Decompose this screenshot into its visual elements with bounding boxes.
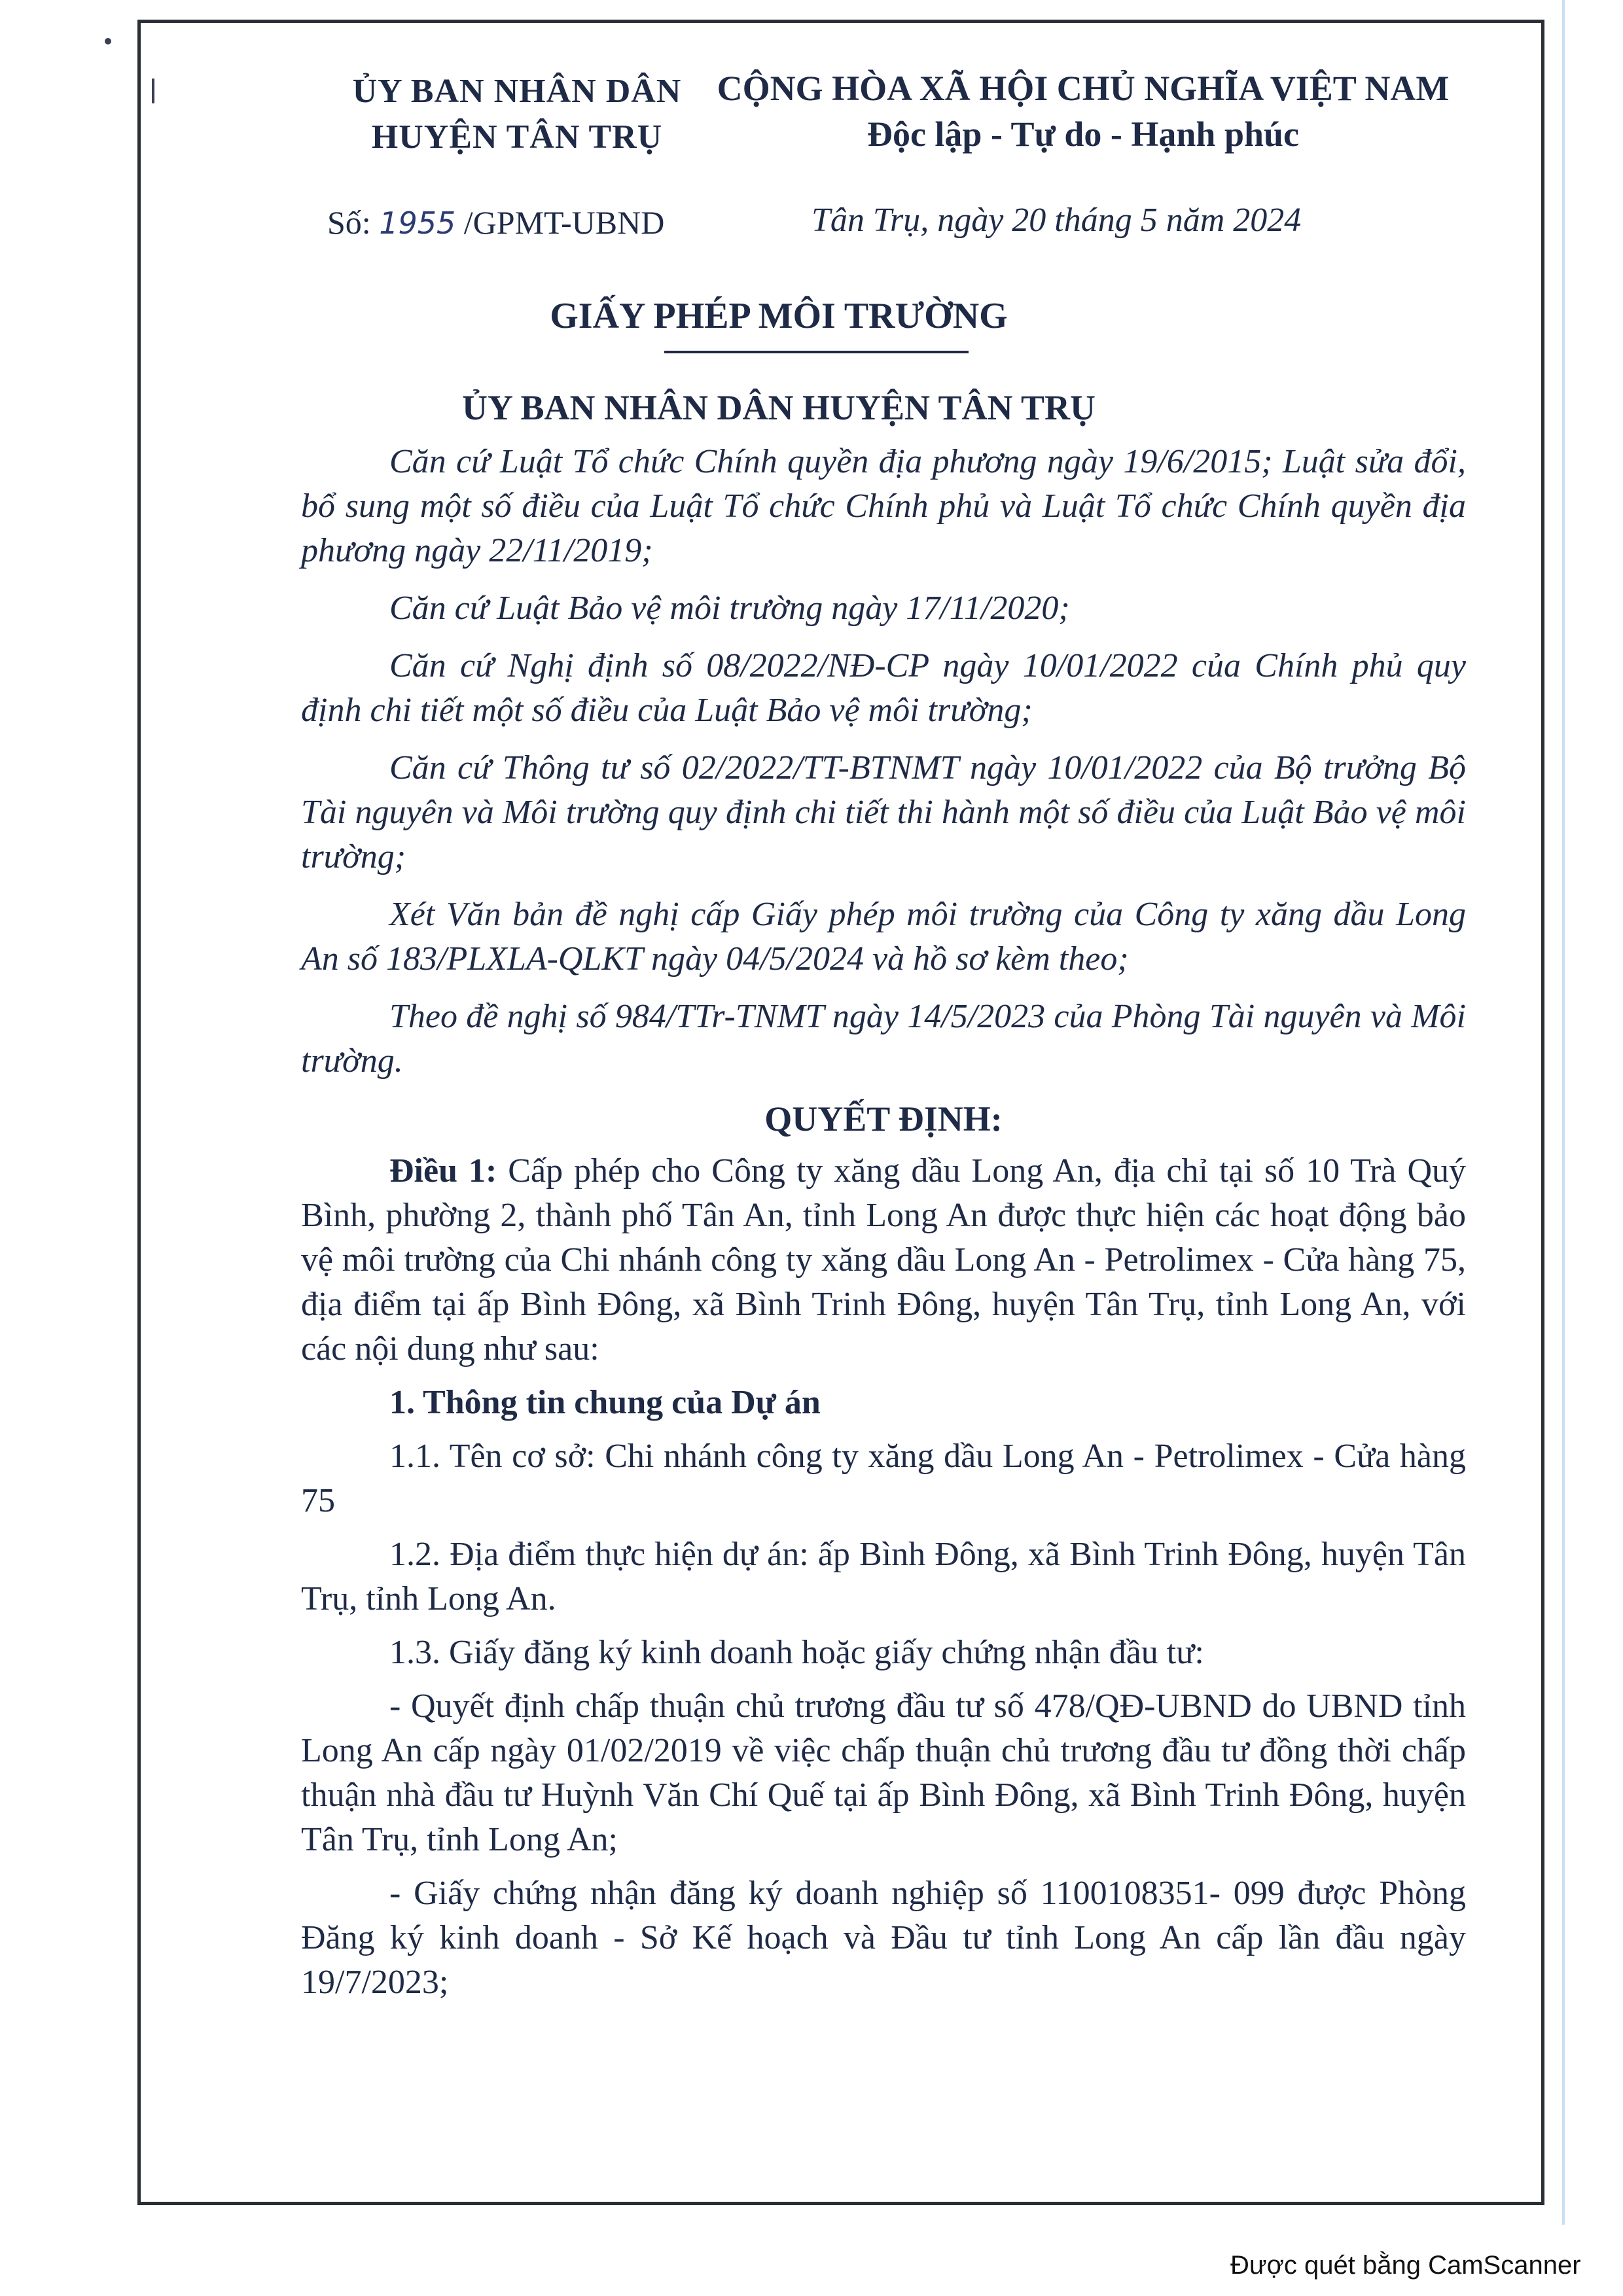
nation-line1: CỘNG HÒA XÃ HỘI CHỦ NGHĨA VIỆT NAM [717,69,1450,108]
scan-edge-mark [1562,0,1565,2225]
nation-block [707,65,1459,157]
article-1-label: Điều 1: [389,1152,497,1190]
nation-motto: Độc lập - Tự do - Hạnh phúc [866,115,1300,154]
article-1 [301,1149,1466,1371]
item-1-3: 1.3. Giấy đăng ký kinh doanh hoặc giấy chứng nhận đầu tư: [389,1634,1204,1671]
number-handwritten: 1955 [379,205,456,241]
item-business-registration: - Giấy chứng nhận đăng ký doanh nghiệp số 1100108351- 099 được Phòng Đăng ký kinh doanh - Sở Kế hoạch và Đầu tư tỉnh Long An cấp lần đầu ngày 19/7/2023; [301,1875,1466,2001]
legal-basis-5: Xét Văn bản đề nghị cấp Giấy phép môi trường của Công ty xăng dầu Long An số 183/PLXLA-QLKT ngày 04/5/2024 và hồ sơ kèm theo; [301,896,1466,978]
scan-dot [105,38,111,44]
article-1-text: Cấp phép cho Công ty xăng dầu Long An, địa chỉ tại số 10 Trà Quý Bình, phường 2, thành phố Tân An, tỉnh Long An được thực hiện các hoạt động bảo vệ môi trường của Chi nhánh công ty xăng dầu Long An - Petrolimex - Cửa hàng 75, địa điểm tại ấp Bình Đông, xã Bình Trinh Đông, huyện Tân Trụ, tỉnh Long An, với các nội dung như sau: [301,1152,1466,1368]
title-underline [664,351,969,353]
document-body [301,440,1466,2014]
legal-basis-3: Căn cứ Nghị định số 08/2022/NĐ-CP ngày 10/01/2022 của Chính phủ quy định chi tiết một số điều của Luật Bảo vệ môi trường; [301,647,1466,729]
number-suffix: /GPMT-UBND [455,204,665,241]
document-number [327,200,720,246]
legal-basis-2: Căn cứ Luật Bảo vệ môi trường ngày 17/11/2020; [389,590,1070,627]
document-title: GIẤY PHÉP MÔI TRƯỜNG [550,296,1008,336]
legal-basis-1: Căn cứ Luật Tổ chức Chính quyền địa phương ngày 19/6/2015; Luật sửa đổi, bổ sung một số điều của Luật Tổ chức Chính phủ và Luật Tổ chức Chính quyền địa phương ngày 22/11/2019; [301,443,1466,569]
section-1-heading: 1. Thông tin chung của Dự án [389,1384,821,1421]
legal-basis-4: Căn cứ Thông tư số 02/2022/TT-BTNMT ngày 10/01/2022 của Bộ trưởng Bộ Tài nguyên và Môi trường quy định chi tiết thi hành một số điều của Luật Bảo vệ môi trường; [301,749,1466,875]
scanner-watermark: Được quét bằng CamScanner [1230,2251,1581,2280]
issuer-line1: ỦY BAN NHÂN DÂN [352,73,682,110]
item-investment-decision: - Quyết định chấp thuận chủ trương đầu tư số 478/QĐ-UBND do UBND tỉnh Long An cấp ngày 01/02/2019 về việc chấp thuận chủ trương đầu tư đồng thời chấp thuận nhà đầu tư Huỳnh Văn Chí Quế tại ấp Bình Đông, xã Bình Trinh Đông, huyện Tân Trụ, tỉnh Long An; [301,1687,1466,1858]
issuer-line2: HUYỆN TÂN TRỤ [371,118,663,156]
issuer-title: ỦY BAN NHÂN DÂN HUYỆN TÂN TRỤ [461,388,1096,427]
document-date: Tân Trụ, ngày 20 tháng 5 năm 2024 [812,202,1302,239]
number-prefix: Số: [327,204,380,241]
decision-heading: QUYẾT ĐỊNH: [764,1099,1003,1139]
item-1-2: 1.2. Địa điểm thực hiện dự án: ấp Bình Đông, xã Bình Trinh Đông, huyện Tân Trụ, tỉnh Long An. [301,1536,1466,1617]
legal-basis-6: Theo đề nghị số 984/TTr-TNMT ngày 14/5/2023 của Phòng Tài nguyên và Môi trường. [301,998,1466,1080]
issuer-block [288,69,746,160]
item-1-1: 1.1. Tên cơ sở: Chi nhánh công ty xăng dầu Long An - Petrolimex - Cửa hàng 75 [301,1438,1466,1519]
